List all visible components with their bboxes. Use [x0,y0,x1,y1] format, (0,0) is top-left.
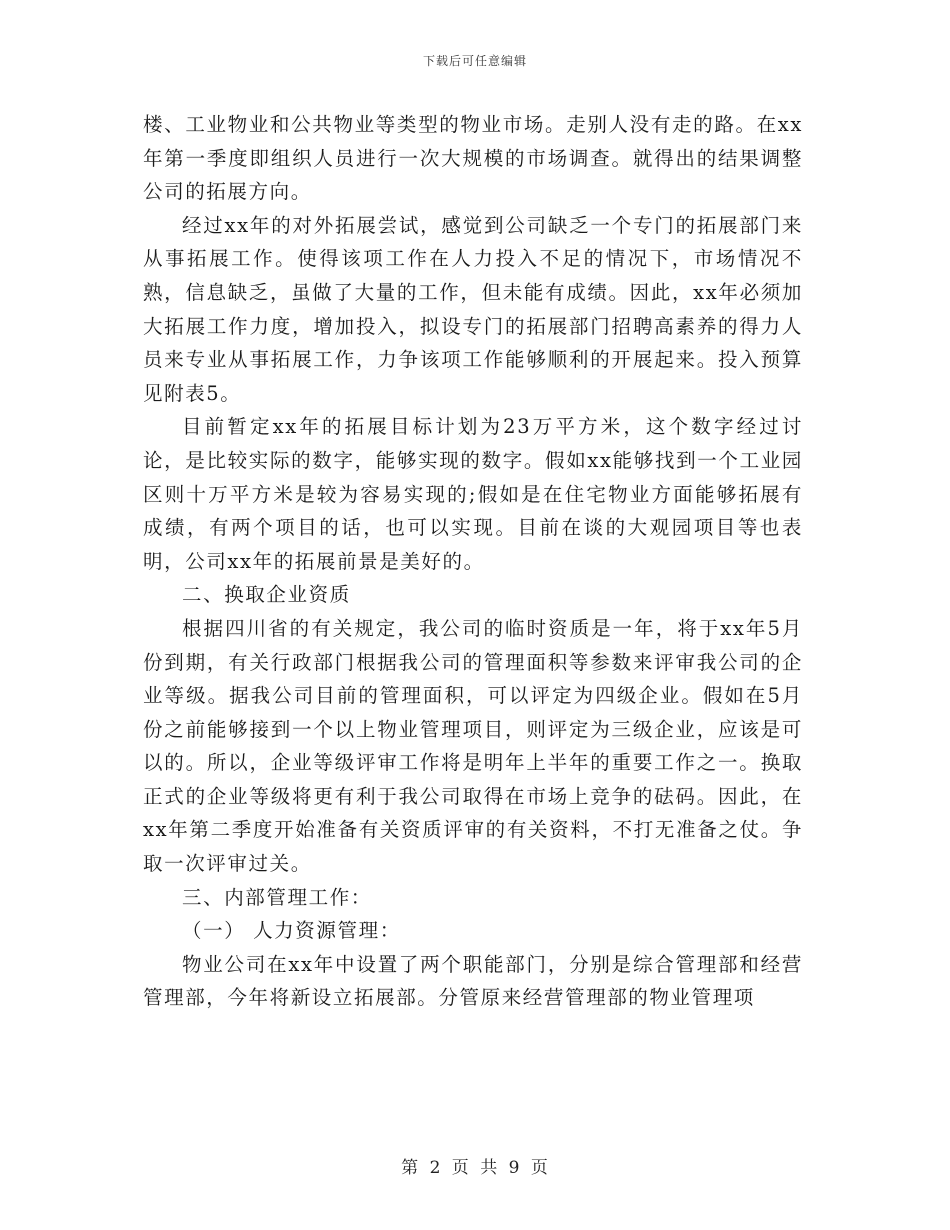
section-heading: 二、换取企业资质 [182,583,351,607]
paragraph: 经过xx年的对外拓展尝试，感觉到公司缺乏一个专门的拓展部门来从事拓展工作。使得该项工作在人力投入不足的情况下，市场情况不熟，信息缺乏，虽做了大量的工作，但未能有成绩。因此，xx年必须加大拓展工作力度，增加投入，拟设专门的拓展部门招聘高素养的得力人员来专业从事拓展工作，力争该项工作能够顺利的开展起来。投入预算见附表5。 [143,213,803,405]
section-heading: 三、内部管理工作： [182,885,372,909]
subsection-heading: （一） 人力资源管理： [182,919,401,943]
document-body [143,108,803,1015]
paragraph: 目前暂定xx年的拓展目标计划为23万平方米，这个数字经过讨论，是比较实际的数字，能够实现的数字。假如xx能够找到一个工业园区则十万平方米是较为容易实现的;假如是在住宅物业方面能够拓展有成绩，有两个项目的话，也可以实现。目前在谈的大观园项目等也表明，公司xx年的拓展前景是美好的。 [143,415,803,573]
paragraph: 根据四川省的有关规定，我公司的临时资质是一年，将于xx年5月份到期，有关行政部门根据我公司的管理面积等参数来评审我公司的企业等级。据我公司目前的管理面积，可以评定为四级企业。假如在5月份之前能够接到一个以上物业管理项目，则评定为三级企业，应该是可以的。所以，企业等级评审工作将是明年上半年的重要工作之一。换取正式的企业等级将更有利于我公司取得在市场上竞争的砝码。因此，在xx年第二季度开始准备有关资质评审的有关资料，不打无准备之仗。争取一次评审过关。 [143,616,803,876]
page-number: 第 2 页 共 9 页 [401,1158,549,1178]
paragraph: 楼、工业物业和公共物业等类型的物业市场。走别人没有走的路。在xx年第一季度即组织人员进行一次大规模的市场调查。就得出的结果调整公司的拓展方向。 [143,113,803,204]
paragraph: 物业公司在xx年中设置了两个职能部门，分别是综合管理部和经营管理部，今年将新设立拓展部。分管原来经营管理部的物业管理项 [143,952,803,1010]
page-header: 下载后可任意编辑 [422,54,527,68]
